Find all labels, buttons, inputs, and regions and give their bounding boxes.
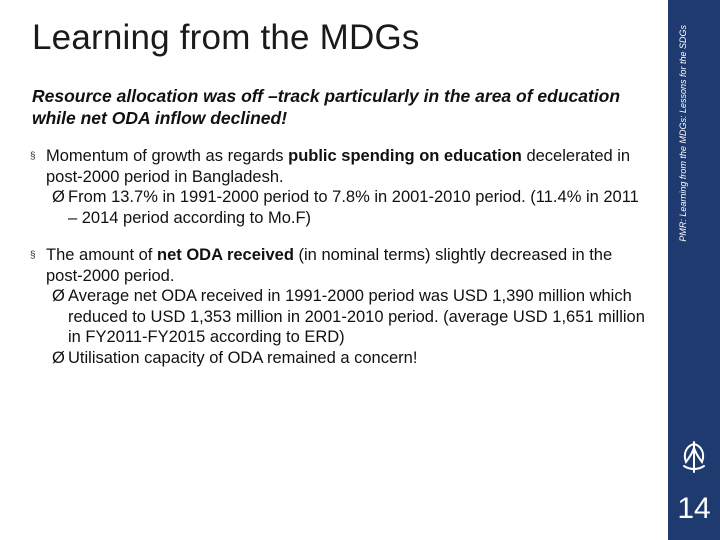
arrow-bullet-icon: Ø bbox=[52, 287, 65, 305]
bullet-item bbox=[32, 245, 652, 368]
sidebar-band bbox=[668, 0, 720, 540]
bullet-bold-text: public spending on education bbox=[288, 147, 522, 165]
bullet-item bbox=[32, 146, 652, 228]
sub-bullet-text: Utilisation capacity of ODA remained a concern! bbox=[68, 348, 418, 367]
leaf-logo-icon bbox=[678, 436, 710, 476]
bullet-bold-text: net ODA received bbox=[156, 246, 294, 264]
sub-bullet-item bbox=[46, 286, 652, 348]
sub-list bbox=[46, 187, 652, 228]
sub-bullet-text: Average net ODA received in 1991-2000 period was USD 1,390 million which reduced to USD 1,353 million in 2001-2010 period. (average USD 1,651 million in FY2011-FY2015 according to ERD) bbox=[68, 287, 645, 346]
sub-list bbox=[46, 286, 652, 368]
page-number: 14 bbox=[677, 492, 711, 525]
bullet-marker: § bbox=[30, 151, 36, 162]
sidebar-vertical-text: PMR: Learning from the MDGs: Lessons for the SDGs bbox=[678, 25, 688, 242]
sub-bullet-text: From 13.7% in 1991-2000 period to 7.8% in 2001-2010 period. (11.4% in 2011 – 2014 period according to Mo.F) bbox=[68, 188, 639, 227]
slide-title: Learning from the MDGs bbox=[32, 18, 420, 57]
sub-bullet-item bbox=[46, 187, 652, 228]
bullet-text: Momentum of growth as regards bbox=[46, 147, 289, 165]
arrow-bullet-icon: Ø bbox=[52, 188, 65, 206]
bullet-marker: § bbox=[30, 250, 36, 261]
bullet-text: The amount of bbox=[46, 246, 157, 264]
bullet-list bbox=[32, 146, 652, 385]
bullet-text: (in nominal terms) slightly decreased in the post-2000 period. bbox=[46, 246, 613, 285]
bullet-text: decelerated in post-2000 period in Bangladesh. bbox=[46, 147, 631, 186]
sub-bullet-item bbox=[46, 348, 652, 369]
slide-subtitle: Resource allocation was off –track particularly in the area of education while net ODA inflow declined! bbox=[32, 86, 621, 128]
arrow-bullet-icon: Ø bbox=[52, 348, 65, 367]
